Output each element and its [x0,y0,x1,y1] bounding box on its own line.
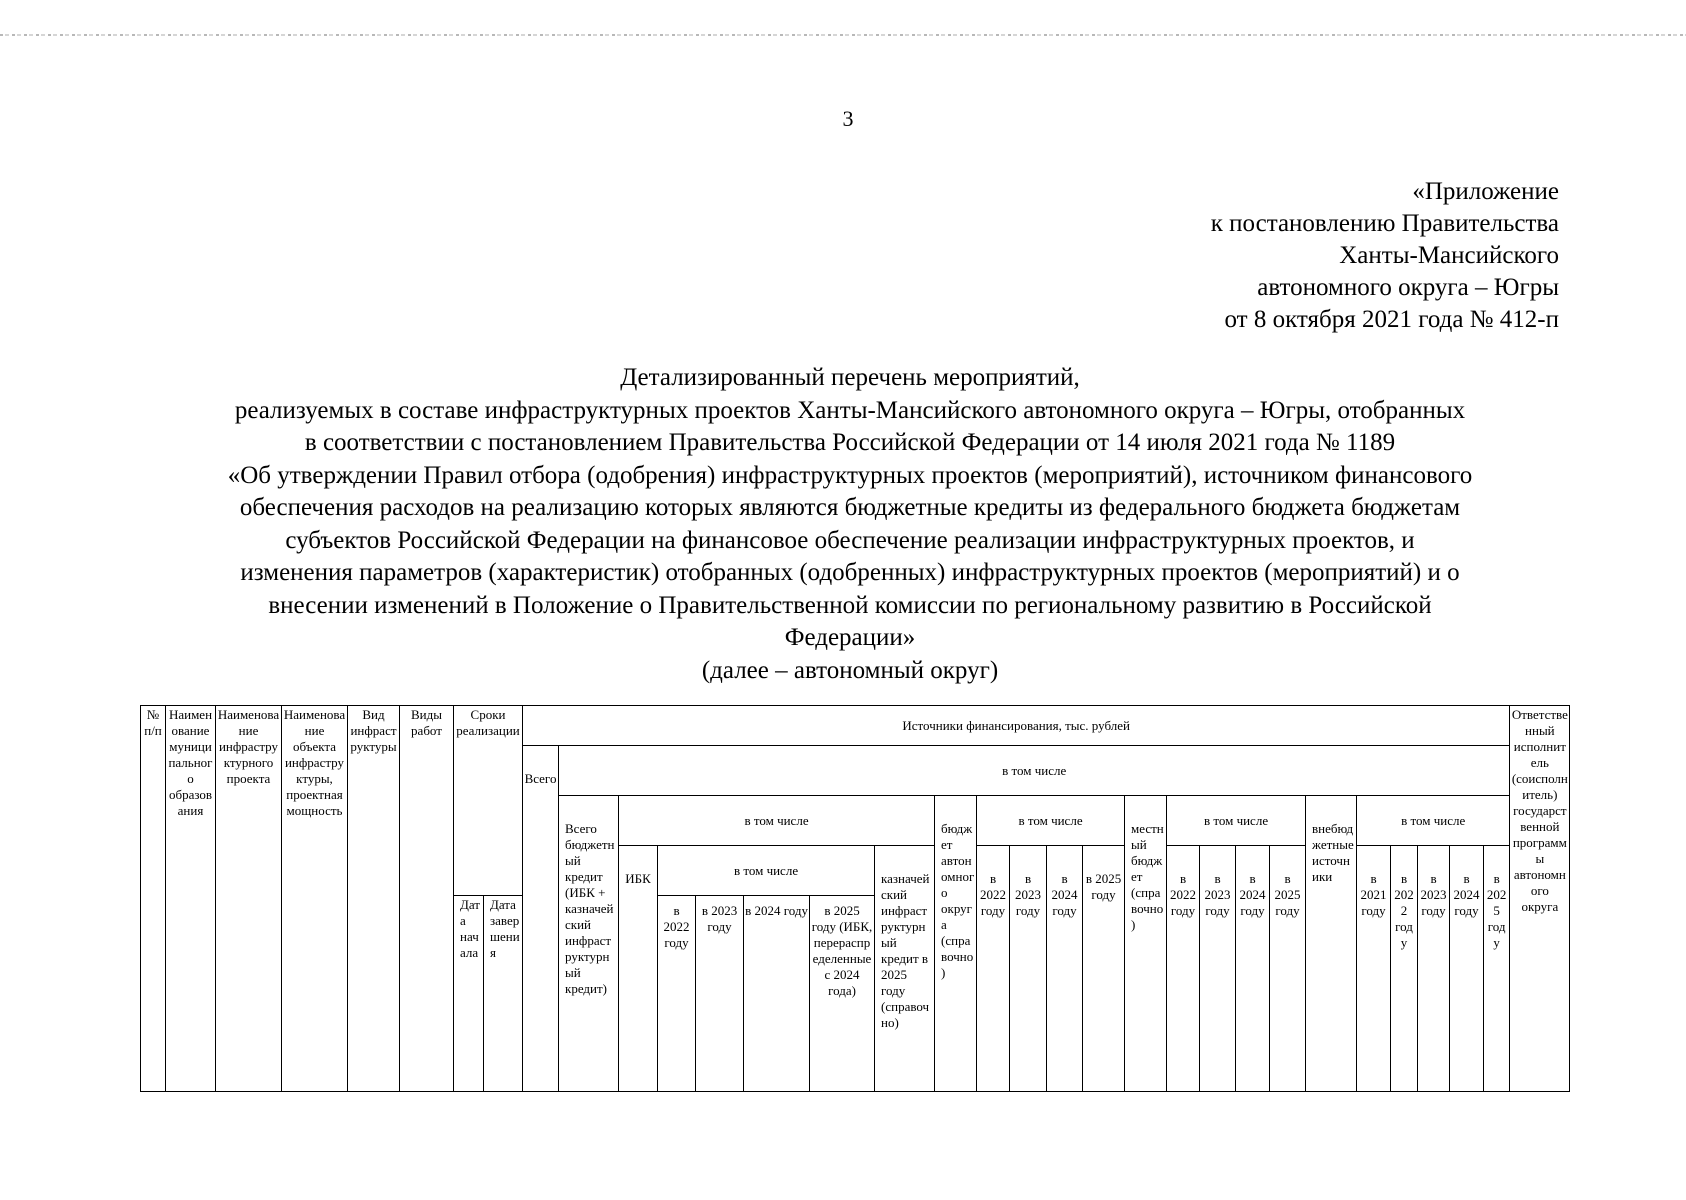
header-incl: в том числе [559,746,1510,796]
header-local-2023-label: в 2023 году [1204,871,1231,918]
header-extra-2022 [1391,846,1418,1092]
header-ibk-2025-label: в 2025 году (ИБК, перераспределенные с 2024 года) [811,903,873,998]
header-local-2022-label: в 2022 году [1170,871,1197,918]
document-title [140,362,1560,687]
header-ibk [619,846,658,1092]
title-line: реализуемых в составе инфраструктурных проектов Ханты-Мансийского автономного округа – Югры, отобранных [234,396,1466,424]
appendix-line: автономного округа – Югры [1257,274,1559,301]
header-extra-2025-label: в 2025 году [1486,871,1507,950]
title-line: Детализированный перечень мероприятий, [620,364,1080,391]
header-terms: Сроки реализации [454,706,523,896]
appendix-line: «Приложение [1412,178,1559,205]
header-end-date: Дата завершения [484,896,523,1092]
header-ibk-2023 [696,896,744,1092]
header-ibk-2024-label: в 2024 году [745,903,808,918]
header-ibk-label: ИБК [625,871,651,886]
header-ibk-2025 [810,896,875,1092]
header-district-2023 [1010,846,1047,1092]
header-ibk-2023-label: в 2023 году [701,903,738,934]
title-line: обеспечения расходов на реализацию которых являются бюджетные кредиты из федерального бюджета бюджетам [239,494,1461,521]
header-extra-2025 [1484,846,1510,1092]
title-line: Федерации» [784,624,916,651]
header-infra-type: Вид инфраструктуры [348,706,400,1092]
header-extra-2021 [1357,846,1391,1092]
header-object: Наименование объекта инфраструктуры, проектная мощность [282,706,348,1092]
title-line: (далее – автономный округ) [701,656,999,684]
header-district-2022 [977,846,1010,1092]
header-local-2024-label: в 2024 году [1239,871,1266,918]
header-work-type: Виды работ [400,706,454,1092]
header-treasury-label: казначейский инфраструктурный кредит в 2025 году (справочно) [881,871,930,1030]
header-incl-district: в том числе [977,796,1125,846]
header-local-2025-label: в 2025 году [1274,871,1301,918]
header-ibk-2022 [658,896,696,1092]
header-treasury [875,846,935,1092]
appendix-line: к постановлению Правительства [1210,210,1559,237]
page-number: 3 [842,106,854,131]
header-local-2024 [1236,846,1270,1092]
header-incl-local: в том числе [1167,796,1306,846]
activities-table-header [140,705,1570,1092]
header-incl-ibk: в том числе [658,846,875,896]
scan-artifact-line [0,34,1686,36]
title-line: внесении изменений в Положение о Правительственной комиссии по региональному развитию в Российской [268,591,1432,619]
header-responsible: Ответственный исполнитель (соисполнитель) государственной программы автономного округа [1510,706,1570,1092]
header-project: Наименование инфраструктурного проекта [216,706,282,1092]
header-district-2025 [1083,846,1125,1092]
title-line: субъектов Российской Федерации на финансовое обеспечение реализации инфраструктурных проектов, и [285,526,1415,554]
header-local-budget [1125,796,1167,1092]
header-incl-extra: в том числе [1357,796,1510,846]
header-local-2023 [1200,846,1236,1092]
header-start-date: Дата начала [454,896,484,1092]
header-sources: Источники финансирования, тыс. рублей [523,706,1510,746]
title-line: изменения параметров (характеристик) отобранных (одобренных) инфраструктурных проектов (мероприятий) и о [240,559,1460,586]
header-budget-credit-total [559,796,619,1092]
header-budget-credit-total-label: Всего бюджетный кредит (ИБК + казначейский инфраструктурный кредит) [565,821,615,996]
appendix-stamp [1211,176,1559,336]
header-district-2024-label: в 2024 году [1051,871,1078,918]
header-total-label: Всего [524,771,557,786]
header-district-2025-label: в 2025 году [1085,871,1122,902]
header-local-2022 [1167,846,1200,1092]
title-line: в соответствии с постановлением Правительства Российской Федерации от 14 июля 2021 года № 1189 [304,429,1396,456]
header-extra-2024-label: в 2024 году [1453,871,1480,918]
header-local-2025 [1270,846,1306,1092]
header-ibk-2024 [744,896,810,1092]
header-total [523,746,559,1092]
header-ibk-2022-label: в 2022 году [663,903,690,950]
header-extrabudget [1306,796,1357,1092]
header-extra-2022-label: в 2022 году [1394,871,1414,950]
header-num: № п/п [141,706,166,1092]
header-extra-2023 [1418,846,1450,1092]
appendix-line: от 8 октября 2021 года № 412-п [1224,306,1559,333]
header-district-2023-label: в 2023 году [1015,871,1042,918]
header-municipality: Наименование муниципального образования [166,706,216,1092]
header-extra-2023-label: в 2023 году [1420,871,1447,918]
header-extrabudget-label: внебюджетные источники [1312,821,1354,884]
header-extra-2021-label: в 2021 году [1360,871,1387,918]
title-line: «Об утверждении Правил отбора (одобрения) инфраструктурных проектов (мероприятий), источником финансового [227,461,1473,489]
header-extra-2024 [1450,846,1484,1092]
header-local-budget-label: местный бюджет (справочно) [1131,821,1164,932]
header-district-2022-label: в 2022 году [980,871,1007,918]
header-district-2024 [1047,846,1083,1092]
header-district-budget-label: бюджет автономного округа (справочно) [941,821,975,980]
header-district-budget [935,796,977,1092]
appendix-line: Ханты-Мансийского [1339,242,1559,269]
header-incl-credit: в том числе [619,796,935,846]
